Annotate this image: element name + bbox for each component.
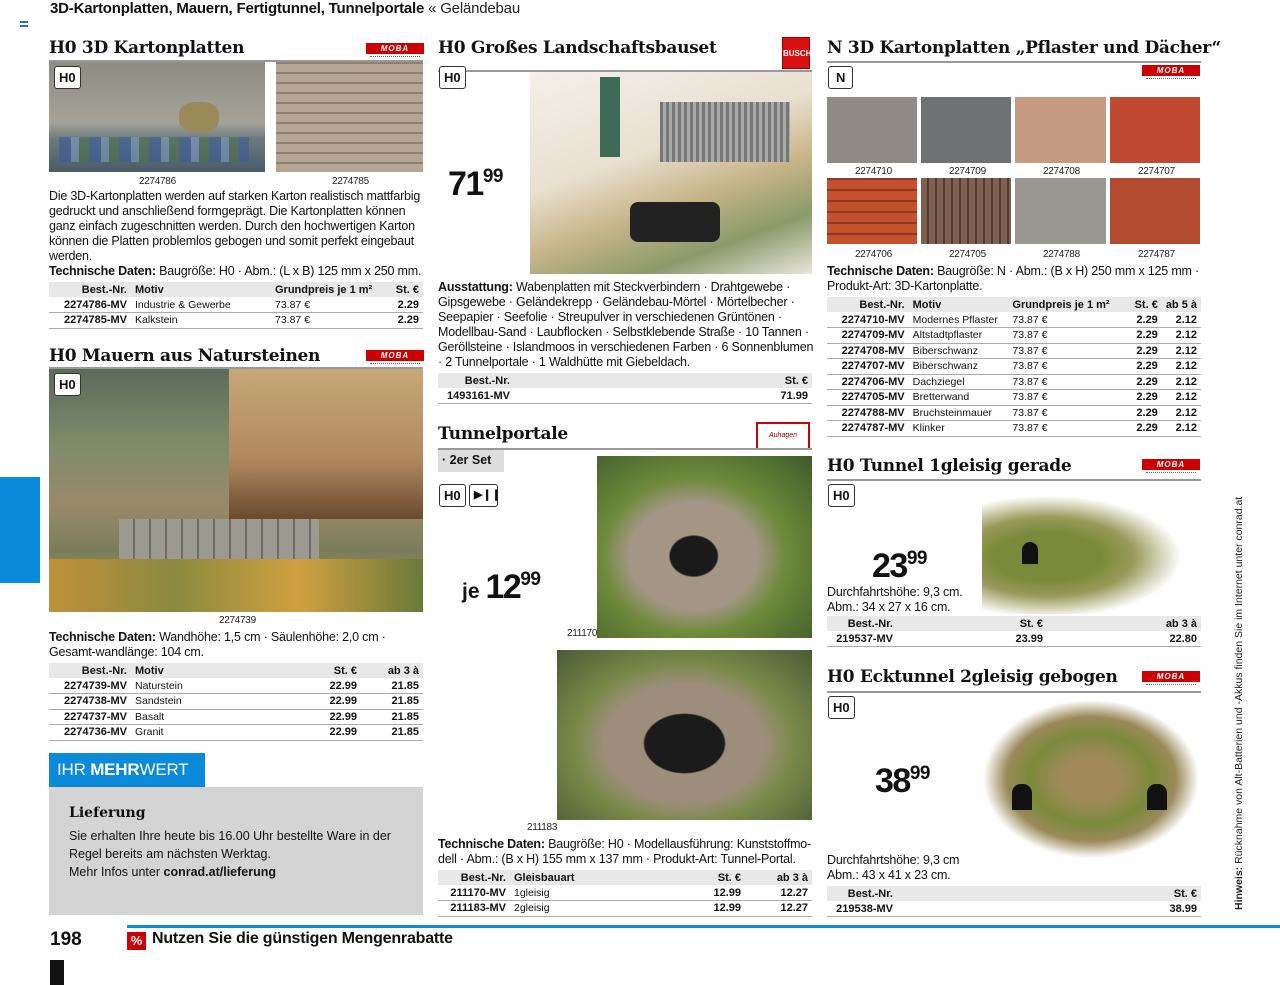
mehrwert-title: Lieferung <box>69 805 146 821</box>
tile-image <box>1015 97 1106 163</box>
table-row: 211183-MV 2gleisig 12.99 12.27 <box>438 901 812 917</box>
corner-mark <box>50 960 64 985</box>
page-title-text: 3D-Kartonplatten, Mauern, Fertigtunnel, Tunnelportale <box>50 0 425 17</box>
scale-badge-h0: H0 <box>439 484 466 507</box>
product-image-industrie <box>49 62 265 172</box>
divider <box>827 479 1201 481</box>
tech-specs: Technische Daten: Baugröße: H0 · Abm.: (L x B) 125 mm x 250 mm. <box>49 264 422 278</box>
divider <box>827 691 1201 693</box>
table-row: 2274736-MV Granit 22.99 21.85 <box>49 725 423 741</box>
tile-caption: 2274709 <box>949 166 986 177</box>
scale-badge-h0: H0 <box>439 66 466 89</box>
side-note: Hinweis: Rücknahme von Alt-Batterien und -Akkus finden Sie im Internet unter conrad.at <box>1233 496 1245 910</box>
image-caption: 2274739 <box>219 615 256 626</box>
moba-logo: MOBA <box>1142 671 1200 693</box>
mehrwert-link-line: Mehr Infos unter conrad.at/lieferung <box>69 865 277 879</box>
price-tunnel-gerade: $23^{99}$ <box>872 547 927 585</box>
page-title <box>50 0 520 17</box>
divider <box>827 61 1201 63</box>
ausstattung-text: Ausstattung: Wabenplatten mit Steckverbindern · Drahtgewebe · Gipsgewebe · Geländekrepp · Geländebau-Mörtel · Mörtelbecher · Seepapier · Seefolie · Streupulver in verschiedenen Grüntönen · Modellbau-Sand · Laubflocken · Selbstklebende Straße · 10 Tannen · Geröllsteine · Islandmoos in verschiedenen Farben · 6 Sonnenblumen · 2 Tunnelportale · 1 Waldhütte mit Giebeldach. <box>438 280 814 369</box>
auhagen-logo: Auhagen <box>756 422 810 450</box>
tile-caption: 2274788 <box>1043 249 1080 260</box>
moba-logo: MOBA <box>366 43 424 65</box>
price-table: Best.-Nr. Motiv Grundpreis je 1 m² St. € ab 5 à 2274710-MV Modernes Pflaster 73.87 € 2.29 2.12 2274709-MV Altstadtpflaster 73.87 € 2.29 2.12 2274708-MV Biberschwanz 73.87 € 2.29 2.12 2274707-MV Biberschwanz 73.87 € 2.29 2.12 2274706-MV Dachziegel 73.87 € 2.29 2.12 2274705-MV Bretterwand 73.87 € 2.29 2.12 2274788-MV Bruchsteinmauer 73.87 € 2.29 2.12 2274787-MV Klinker 73.87 € 2.29 2.12 <box>827 297 1201 437</box>
product-image-tunnelportal-1gleisig <box>597 456 812 638</box>
table-row: 2274788-MV Bruchsteinmauer 73.87 € 2.29 2.12 <box>827 405 1201 421</box>
table-row: 2274786-MV Industrie & Gewerbe 73.87 € 2.29 <box>49 297 423 313</box>
mehrwert-banner: IHR MEHRWERT <box>49 753 205 787</box>
table-row: 2274737-MV Basalt 22.99 21.85 <box>49 709 423 725</box>
page-number: 198 <box>50 929 82 950</box>
table-row: 211170-MV 1gleisig 12.99 12.27 <box>438 885 812 901</box>
product-image-kalkstein <box>276 62 423 172</box>
mehrwert-text: Sie erhalten Ihre heute bis 16.00 Uhr bestellte Ware in der Regel bereits am nächsten Werktag. <box>69 829 391 861</box>
price-tunnelportale: je $12^{99}$ <box>462 568 541 606</box>
section-tab <box>0 477 40 583</box>
image-caption: 2274785 <box>332 176 369 187</box>
menu-icon <box>20 21 28 27</box>
tile-image <box>1015 178 1106 244</box>
scale-badge-h0: H0 <box>828 484 855 507</box>
table-row: 2274710-MV Modernes Pflaster 73.87 € 2.29 2.12 <box>827 312 1201 328</box>
section-title-h0-kartonplatten: H0 3D Kartonplatten <box>49 38 245 58</box>
product-description: Die 3D-Kartonplatten werden auf starken Karton realistisch mattfarbig gedruckt und anschließend formgeprägt. Die Kartonplatten können ganz einfach zugeschnitten werden. Durch den hochwertigen Karton können die Platten problemlos gebogen und somit perfekt eingebaut werden. <box>49 189 421 263</box>
image-caption: 2274786 <box>139 176 176 187</box>
tile-image <box>921 178 1011 244</box>
table-row: 219537-MV 23.99 22.80 <box>827 631 1201 647</box>
footer-text: Nutzen Sie die günstigen Mengenrabatte <box>152 930 453 947</box>
tunnel-height: Durchfahrtshöhe: 9,3 cm <box>827 853 960 867</box>
moba-logo: MOBA <box>1142 459 1200 481</box>
tile-caption: 2274707 <box>1138 166 1175 177</box>
section-title-h0-mauern: H0 Mauern aus Natursteinen <box>49 346 321 366</box>
tile-caption: 2274705 <box>949 249 986 260</box>
table-row: 2274709-MV Altstadtpflaster 73.87 € 2.29 2.12 <box>827 328 1201 344</box>
section-title-tunnel-gerade: H0 Tunnel 1gleisig gerade <box>827 456 1072 476</box>
image-caption: 211170 <box>567 628 598 639</box>
product-image-tunnelportal-2gleisig <box>557 650 812 820</box>
table-row: 2274708-MV Biberschwanz 73.87 € 2.29 2.12 <box>827 343 1201 359</box>
price-table: Best.-Nr. Motiv St. € ab 3 à 2274739-MV Naturstein 22.99 21.85 2274738-MV Sandstein 22.99 21.85 2274737-MV Basalt 22.99 21.85 2274736-MV Granit 22.99 21.85 <box>49 663 423 741</box>
tile-caption: 2274708 <box>1043 166 1080 177</box>
table-row: 2274785-MV Kalkstein 73.87 € 2.29 <box>49 313 423 329</box>
price-ecktunnel: $38^{99}$ <box>875 762 930 800</box>
busch-logo: BUSCH <box>782 37 810 69</box>
tile-image <box>827 178 917 244</box>
table-row: 2274707-MV Biberschwanz 73.87 € 2.29 2.12 <box>827 359 1201 375</box>
price-landschaftsbauset: $71^{99}$ <box>448 165 503 203</box>
scale-badge-n: N <box>828 66 853 89</box>
section-title-landschaftsbauset: H0 Großes Landschaftsbauset <box>438 38 717 58</box>
section-title-ecktunnel: H0 Ecktunnel 2gleisig gebogen <box>827 667 1118 687</box>
tile-image <box>827 97 917 163</box>
lieferung-link[interactable]: conrad.at/lieferung <box>163 865 277 879</box>
mehrwert-box <box>49 787 423 915</box>
tile-caption: 2274710 <box>855 166 892 177</box>
tech-specs: Technische Daten: Wandhöhe: 1,5 cm · Säulenhöhe: 2,0 cm · Gesamt-wandlänge: 104 cm. <box>49 630 386 659</box>
tile-image <box>1110 178 1200 244</box>
breadcrumb: « Geländebau <box>428 0 520 17</box>
moba-logo: MOBA <box>1142 65 1200 87</box>
tile-image <box>1110 97 1200 163</box>
table-row: 1493161-MV 71.99 <box>438 388 812 404</box>
set-label: · 2er Set <box>438 450 504 472</box>
tile-caption: 2274706 <box>855 249 892 260</box>
tech-specs: Technische Daten: Baugröße: N · Abm.: (B x H) 250 mm x 125 mm · Produkt-Art: 3D-Kartonplatte. <box>827 264 1199 293</box>
table-row: 2274787-MV Klinker 73.87 € 2.29 2.12 <box>827 421 1201 437</box>
section-title-n-kartonplatten: N 3D Kartonplatten „Pflaster und Dächer“ <box>827 38 1222 58</box>
price-table: Best.-Nr. St. € 1493161-MV 71.99 <box>438 373 812 404</box>
product-image-landschaftsbauset <box>530 72 812 274</box>
table-row: 219538-MV 38.99 <box>827 901 1201 917</box>
price-table: Best.-Nr. St. € ab 3 à 219537-MV 23.99 22.80 <box>827 616 1201 647</box>
tunnel-dimensions: Abm.: 34 x 27 x 16 cm. <box>827 600 951 614</box>
moba-logo: MOBA <box>366 350 424 372</box>
table-row: 2274739-MV Naturstein 22.99 21.85 <box>49 678 423 694</box>
tunnel-dimensions: Abm.: 43 x 41 x 23 cm. <box>827 868 951 882</box>
tile-caption: 2274787 <box>1138 249 1175 260</box>
play-pause-icon: ▶❙❙ <box>469 484 498 507</box>
table-row: 2274738-MV Sandstein 22.99 21.85 <box>49 694 423 710</box>
table-row: 2274706-MV Dachziegel 73.87 € 2.29 2.12 <box>827 374 1201 390</box>
scale-badge-h0: H0 <box>828 696 855 719</box>
price-table: Best.-Nr. Motiv Grundpreis je 1 m² St. € 2274786-MV Industrie & Gewerbe 73.87 € 2.29 2274785-MV Kalkstein 73.87 € 2.29 <box>49 282 423 329</box>
section-title-tunnelportale: Tunnelportale <box>438 424 568 444</box>
table-row: 2274705-MV Bretterwand 73.87 € 2.29 2.12 <box>827 390 1201 406</box>
price-table: Best.-Nr. Gleisbauart St. € ab 3 à 211170-MV 1gleisig 12.99 12.27 211183-MV 2gleisig 12.99 12.27 <box>438 870 812 917</box>
scale-badge-h0: H0 <box>54 373 81 396</box>
product-image-natursteine <box>49 369 423 612</box>
product-image-ecktunnel <box>982 699 1200 859</box>
tile-image <box>921 97 1011 163</box>
percent-icon: % <box>127 932 146 950</box>
price-table: Best.-Nr. St. € 219538-MV 38.99 <box>827 886 1201 917</box>
tech-specs: Technische Daten: Baugröße: H0 · Modellausführung: Kunststoffmo-dell · Abm.: (B x H) 155 mm x 137 mm · Produkt-Art: Tunnel-Portal. <box>438 837 812 866</box>
scale-badge-h0: H0 <box>54 66 81 89</box>
product-image-tunnel-gerade <box>982 487 1200 614</box>
tunnel-height: Durchfahrtshöhe: 9,3 cm. <box>827 585 963 599</box>
image-caption: 211183 <box>527 822 558 833</box>
footer-rule <box>127 925 1280 928</box>
